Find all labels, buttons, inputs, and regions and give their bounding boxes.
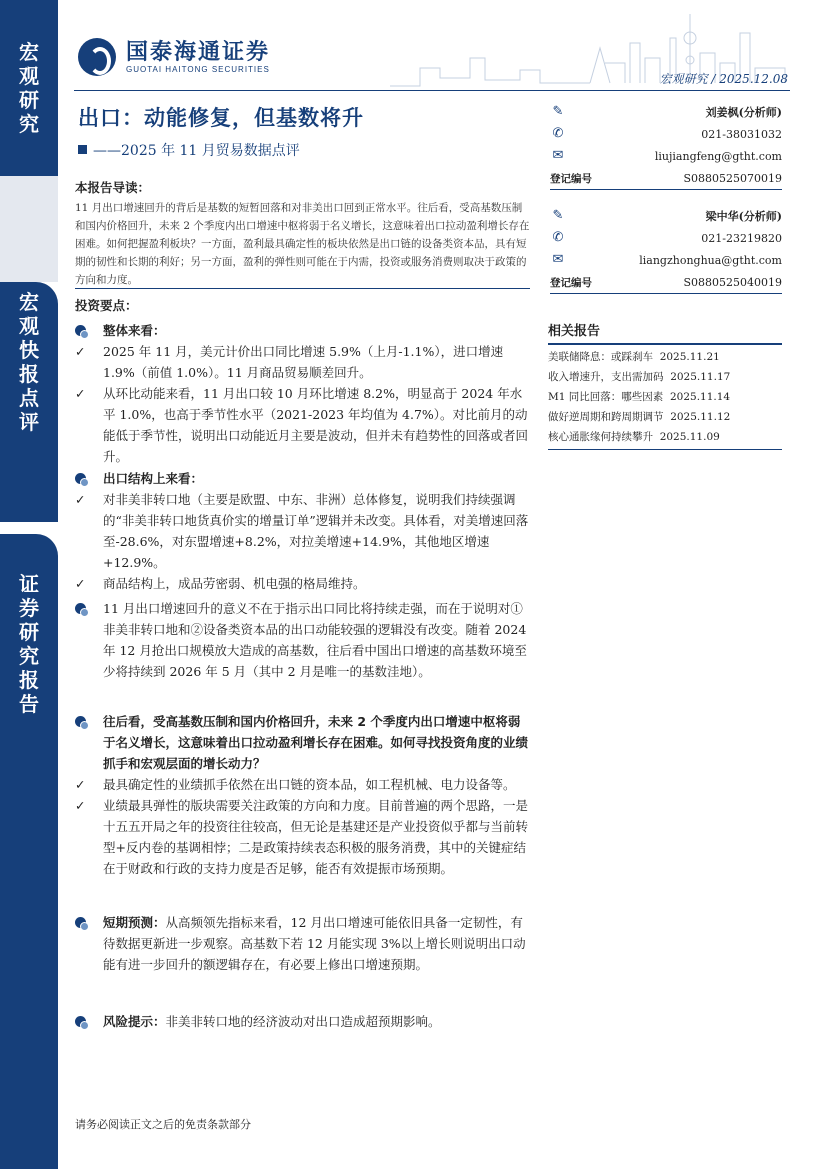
related-report-item[interactable] <box>548 407 782 427</box>
section-heading: 整体来看： <box>103 323 166 338</box>
point-text: 非美非转口地的经济波动对出口造成超预期影响。 <box>165 1014 441 1029</box>
point-text: 最具确定性的业绩抓手依然在出口链的资本品，如工程机械、电力设备等。 <box>103 777 516 792</box>
section-heading: 往后看，受高基数压制和国内价格回升，未来 2 个季度内出口增速中枢将弱于名义增长，这意味着出口拉动盈利增长存在困难。如何寻找投资角度的业绩抓手和宏观层面的增长动力？ <box>103 714 529 771</box>
sidebar-category-flash-comment <box>0 282 58 522</box>
point-text: 对非美非转口地（主要是欧盟、中东、非洲）总体修复，说明我们持续强调的“非美非转口地货真价实的增量订单”逻辑并未改变。具体看，对美增速回落至-28.6%，对东盟增速+8.2%，对拉美增速+14.9%，其他地区增速+12.9%。 <box>103 492 529 570</box>
sidebar-char: 观 <box>19 64 39 88</box>
investment-points-heading: 投资要点： <box>75 298 138 313</box>
phone-icon: ✆ <box>552 230 564 245</box>
point-text: 从高频领先指标来看，12 月出口增速可能依旧具备一定韧性，有待数据更新进一步观察。高基数下若 12 月能实现 3%以上增长则说明出口动能有进一步回升的额逻辑存在，有必要上修出口增速预期。 <box>103 915 526 972</box>
analyst-person-icon: ✎ <box>552 208 564 223</box>
related-reports <box>548 320 782 450</box>
registration-label: 登记编号 <box>550 172 592 185</box>
email-icon: ✉ <box>552 148 564 163</box>
bullet-icon <box>75 473 86 484</box>
sidebar-char: 宏 <box>19 290 39 314</box>
bullet-icon <box>75 917 86 928</box>
sidebar-char: 研 <box>19 620 39 644</box>
analyst-email[interactable]: liangzhonghua@gtht.com <box>639 253 782 267</box>
sidebar-char: 观 <box>19 314 39 338</box>
related-report-item[interactable] <box>548 387 782 407</box>
sidebar-char: 证 <box>19 572 39 596</box>
related-report-title: M1 同比回落：哪些因素 <box>548 391 664 403</box>
report-category: 宏观研究 <box>659 72 708 86</box>
square-bullet-icon <box>78 145 87 154</box>
bullet-icon <box>75 1016 86 1027</box>
analyst-email[interactable]: liujiangfeng@gtht.com <box>654 149 782 163</box>
phone-icon: ✆ <box>552 126 564 141</box>
check-icon: ✓ <box>75 492 86 507</box>
related-report-date: 2025.11.09 <box>659 431 720 443</box>
section-heading: 出口结构上来看： <box>103 471 204 486</box>
bullet-icon <box>75 716 86 727</box>
related-report-date: 2025.11.14 <box>669 391 731 403</box>
section-short-term-forecast <box>75 912 530 975</box>
analyst-phone: 021-38031032 <box>701 127 782 141</box>
logo-name-cn: 国泰海通证券 <box>126 39 271 65</box>
keyword: 短期预测： <box>103 915 166 930</box>
check-icon: ✓ <box>75 576 86 591</box>
sidebar-gap <box>0 176 58 282</box>
analyst-phone: 021-23219820 <box>701 231 782 245</box>
sidebar-category-macro-research <box>0 0 58 176</box>
analyst-name: 刘姜枫(分析师) <box>705 106 782 119</box>
keyword: 风险提示： <box>103 1014 166 1029</box>
related-report-title: 收入增速升，支出需加码 <box>548 371 664 383</box>
subtitle-text: ——2025 年 11 月贸易数据点评 <box>93 143 300 159</box>
analyst-divider <box>550 189 782 190</box>
point-text: 业绩最具弹性的版块需要关注政策的方向和力度。目前普遍的两个思路，一是十五五开局之年的投资往往较高，但无论是基建还是产业投资似乎都与当前转型+反内卷的基调相悖；二是政策持续表态积极的服务消费，其中的关键症结在于财政和行政的支持力度是否足够，能否有效提振市场预期。 <box>103 798 529 876</box>
sidebar-category-securities-report <box>0 534 58 1169</box>
analyst-name: 梁中华(分析师) <box>705 210 782 223</box>
bullet-icon <box>75 325 86 336</box>
meta-separator: / <box>711 72 716 86</box>
registration-label: 登记编号 <box>550 276 592 289</box>
check-icon: ✓ <box>75 344 86 359</box>
sidebar-char: 报 <box>19 362 39 386</box>
email-icon: ✉ <box>552 252 564 267</box>
related-report-title: 美联储降息：或踩刹车 <box>548 351 653 363</box>
report-title: 出口：动能修复，但基数将升 <box>78 106 364 130</box>
analyst-divider <box>550 293 782 294</box>
related-report-date: 2025.11.21 <box>659 351 720 363</box>
report-date: 2025.12.08 <box>719 72 788 86</box>
logo-name-en: GUOTAI HAITONG SECURITIES <box>126 64 270 74</box>
check-icon: ✓ <box>75 798 86 813</box>
point-text: 商品结构上，成品劳密弱、机电强的格局维持。 <box>103 576 366 591</box>
header-divider <box>74 90 790 91</box>
analyst-card <box>550 205 782 294</box>
sidebar-char: 点 <box>19 386 39 410</box>
guide-divider <box>75 288 530 289</box>
sidebar-char: 研 <box>19 88 39 112</box>
related-report-title: 做好逆周期和跨周期调节 <box>548 411 664 423</box>
section-outlook <box>75 711 530 879</box>
section-export-structure <box>75 468 530 594</box>
related-report-date: 2025.11.17 <box>670 371 731 383</box>
sidebar-char: 究 <box>19 112 39 136</box>
point-text: 2025 年 11 月，美元计价出口同比增速 5.9%（上月-1.1%），进口增速 1.9%（前值 1.0%）。11 月商品贸易顺差回升。 <box>103 344 504 380</box>
sidebar-char: 快 <box>19 338 39 362</box>
analyst-card <box>550 101 782 190</box>
section-significance <box>75 598 530 682</box>
section-overall <box>75 320 530 467</box>
registration-number: S0880525070019 <box>683 171 782 185</box>
check-icon: ✓ <box>75 386 86 401</box>
sidebar-char: 报 <box>19 668 39 692</box>
report-subtitle <box>78 140 300 160</box>
sidebar-char: 究 <box>19 644 39 668</box>
check-icon: ✓ <box>75 777 86 792</box>
header-meta <box>660 70 788 87</box>
bullet-icon <box>75 603 86 614</box>
guide-heading: 本报告导读： <box>75 180 151 195</box>
related-report-item[interactable] <box>548 347 782 367</box>
sidebar-char: 告 <box>19 692 39 716</box>
disclaimer-footer: 请务必阅读正文之后的免责条款部分 <box>75 1118 251 1131</box>
company-logo <box>78 38 270 76</box>
sidebar-char: 宏 <box>19 40 39 64</box>
point-text: 从环比动能来看，11 月出口较 10 月环比增速 8.2%，明显高于 2024 年水平 1.0%，也高于季节性水平（2021-2023 年均值为 4.7%）。对比前月的动能低于季节性，说明出口动能近月主要是波动，但并未有趋势性的回落或者回升。 <box>103 386 529 464</box>
sidebar-char: 券 <box>19 596 39 620</box>
analyst-person-icon: ✎ <box>552 104 564 119</box>
section-risk-warning <box>75 1011 530 1032</box>
registration-number: S0880525040019 <box>683 275 782 289</box>
related-report-title: 核心通胀缘何持续攀升 <box>548 431 653 443</box>
related-report-item[interactable] <box>548 427 782 447</box>
related-report-date: 2025.11.12 <box>670 411 731 423</box>
related-report-item[interactable] <box>548 367 782 387</box>
logo-mark-icon <box>78 38 116 76</box>
point-text: 11 月出口增速回升的意义不在于指示出口同比将持续走强，而在于说明对①非美非转口地和②设备类资本品的出口动能较强的逻辑没有改变。随着 2024 年 12 月抢出口规模放大造成的高基数，往后看中国出口增速的高基数环境至少将持续到 2026 年 5 月（其中 2 月是唯一的基数洼地）。 <box>103 601 527 679</box>
related-reports-heading: 相关报告 <box>548 320 782 345</box>
guide-text: 11 月出口增速回升的背后是基数的短暂回落和对非美出口回到正常水平。往后看，受高基数压制和国内价格回升，未来 2 个季度内出口增速中枢将弱于名义增长，这意味着出口拉动盈利增长存在困难。如何把握盈利板块？一方面，盈利最具确定性的板块依然是出口链的设备类资本品，具有短期的韧性和长期的利好；另一方面，盈利的弹性则可能在于内需，投资或服务消费则取决于政策的方向和力度。 <box>75 202 530 286</box>
sidebar-char: 评 <box>19 410 39 434</box>
